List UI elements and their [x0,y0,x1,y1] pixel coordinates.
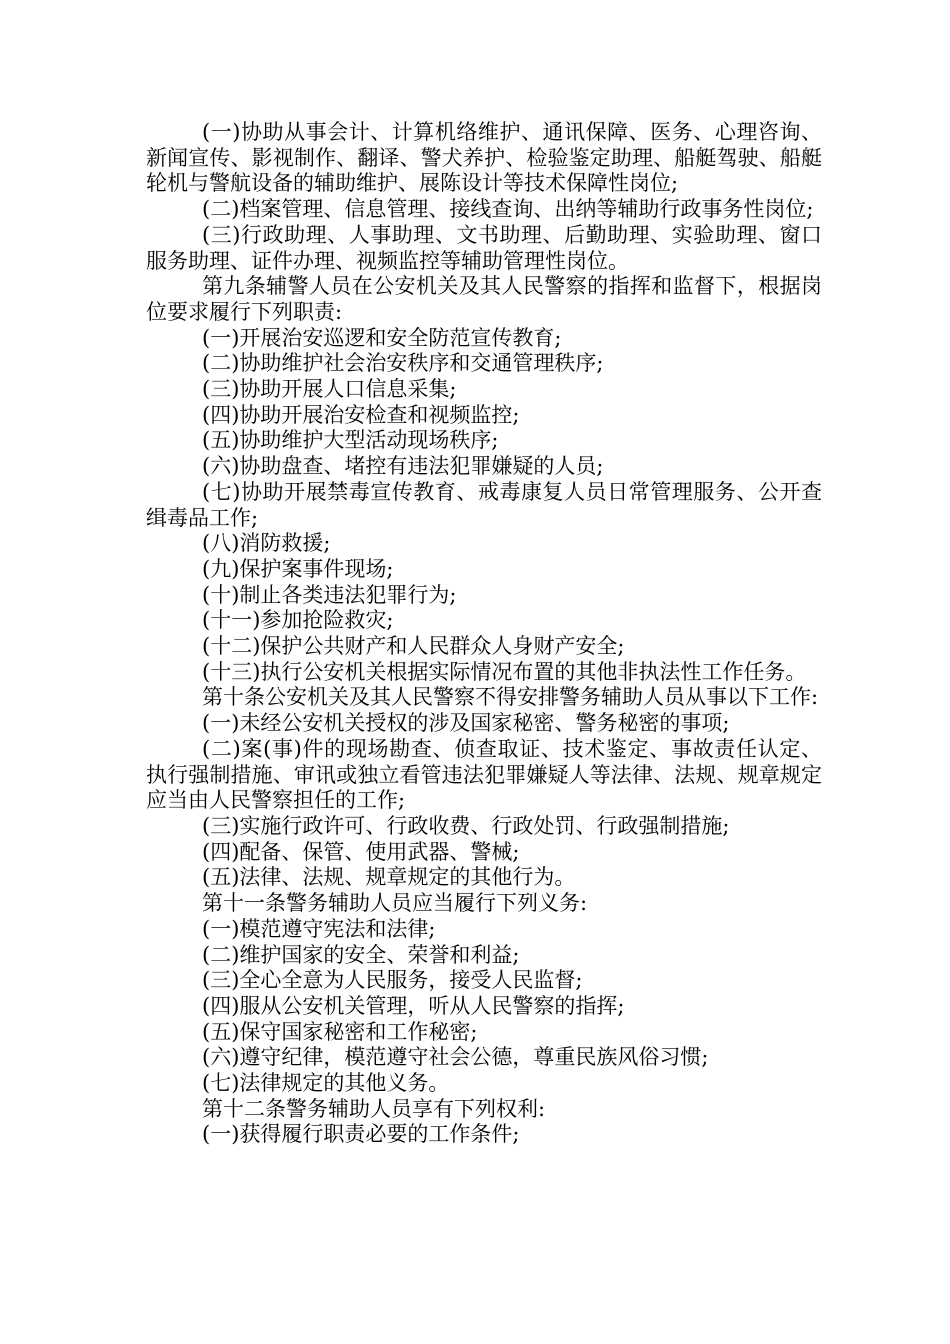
document-body [146,120,822,1148]
paragraph: (三)实施行政许可、行政收费、行政处罚、行政强制措施; [202,813,730,838]
paragraph: (二)档案管理、信息管理、接线查询、出纳等辅助行政事务性岗位; [202,197,814,222]
paragraph: (二)维护国家的安全、荣誉和利益; [202,942,520,967]
article-9-heading: 第九条辅警人员在公安机关及其人民警察的指挥和监督下，根据岗位要求履行下列职责: [146,274,822,324]
paragraph: (一)协助从事会计、计算机络维护、通讯保障、医务、心理咨询、新闻宣传、影视制作、翻译、警犬养护、检验鉴定助理、船艇驾驶、船艇轮机与警航设备的辅助维护、展陈设计等技术保障性岗位; [146,120,822,196]
paragraph: (十)制止各类违法犯罪行为; [202,582,457,607]
paragraph: (四)配备、保管、使用武器、警械; [202,839,520,864]
paragraph: (三)全心全意为人民服务，接受人民监督; [202,968,583,993]
paragraph: (一)开展治安巡逻和安全防范宣传教育; [202,325,562,350]
paragraph: (九)保护案事件现场; [202,556,394,581]
paragraph: (八)消防救援; [202,531,331,556]
paragraph: (六)遵守纪律，模范遵守社会公德，尊重民族风俗习惯; [202,1045,709,1070]
paragraph: (十三)执行公安机关根据实际情况布置的其他非执法性工作任务。 [202,659,807,684]
paragraph: (二)协助维护社会治安秩序和交通管理秩序; [202,351,604,376]
paragraph: (七)法律规定的其他义务。 [202,1071,450,1096]
article-10-heading: 第十条公安机关及其人民警察不得安排警务辅助人员从事以下工作: [202,685,819,710]
article-12-heading: 第十二条警务辅助人员享有下列权利: [202,1096,546,1121]
paragraph: (三)协助开展人口信息采集; [202,377,457,402]
paragraph: (五)法律、法规、规章规定的其他行为。 [202,865,576,890]
paragraph: (四)协助开展治安检查和视频监控; [202,402,520,427]
paragraph: (五)协助维护大型活动现场秩序; [202,428,499,453]
paragraph: (三)行政助理、人事助理、文书助理、后勤助理、实验助理、窗口服务助理、证件办理、视频监控等辅助管理性岗位。 [146,222,822,273]
paragraph: (一)模范遵守宪法和法律; [202,916,436,941]
paragraph: (一)获得履行职责必要的工作条件; [202,1122,520,1147]
paragraph: (六)协助盘查、堵控有违法犯罪嫌疑的人员; [202,454,604,479]
paragraph: (四)服从公安机关管理，听从人民警察的指挥; [202,993,625,1018]
paragraph: (七)协助开展禁毒宣传教育、戒毒康复人员日常管理服务、公开查缉毒品工作; [146,479,822,530]
paragraph: (一)未经公安机关授权的涉及国家秘密、警务秘密的事项; [202,711,730,736]
article-11-heading: 第十一条警务辅助人员应当履行下列义务: [202,891,588,916]
paragraph: (五)保守国家秘密和工作秘密; [202,1019,478,1044]
paragraph: (二)案(事)件的现场勘查、侦查取证、技术鉴定、事故责任认定、执行强制措施、审讯或独立看管违法犯罪嫌疑人等法律、法规、规章规定应当由人民警察担任的工作; [146,736,822,813]
paragraph: (十一)参加抢险救灾; [202,608,394,633]
paragraph: (十二)保护公共财产和人民群众人身财产安全; [202,634,625,659]
